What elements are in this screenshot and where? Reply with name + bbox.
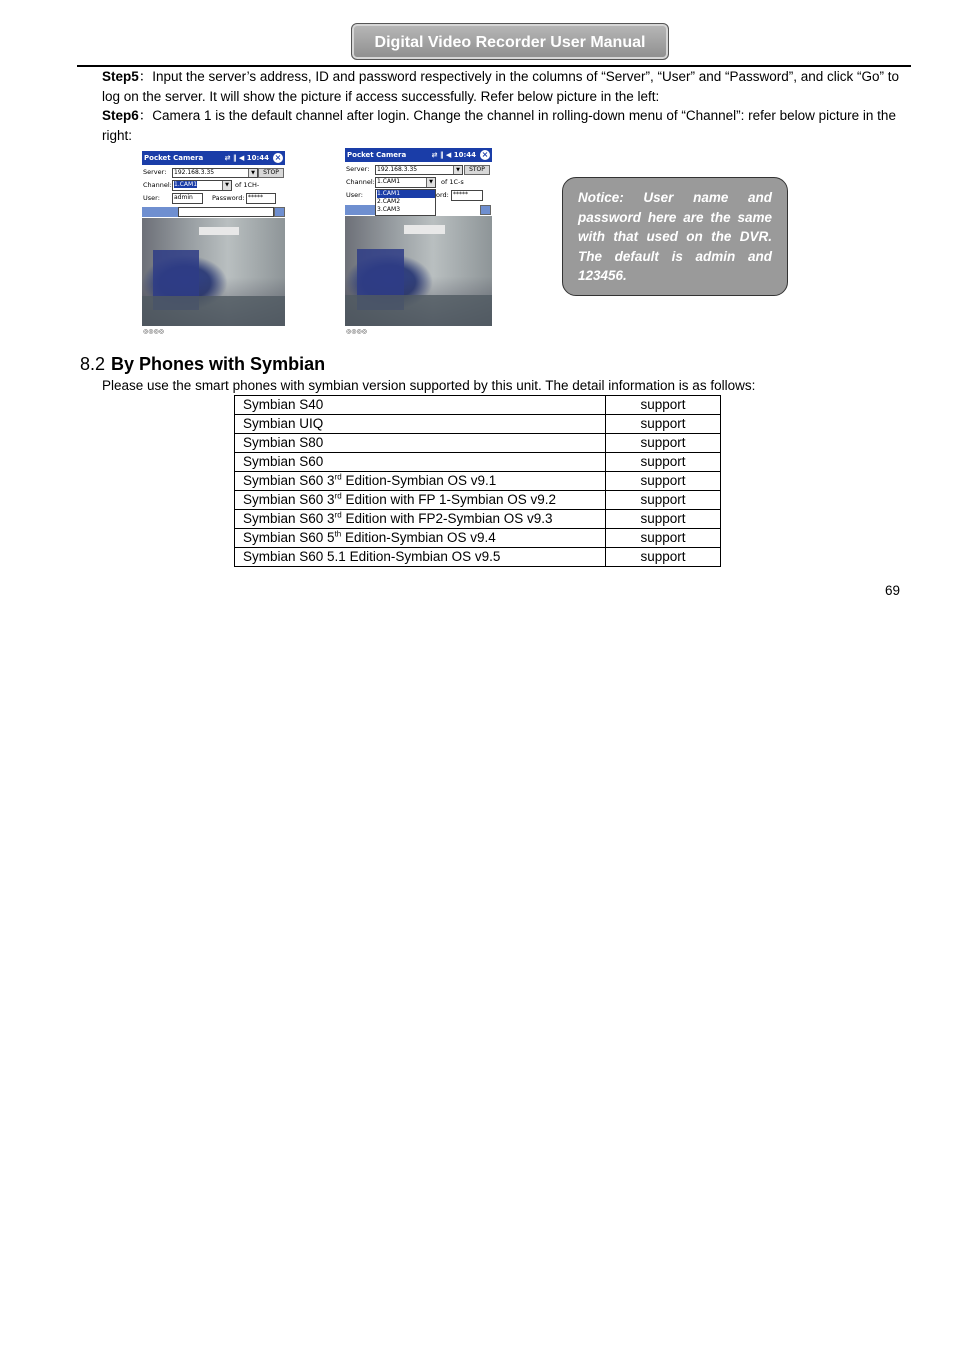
version-ordinal: rd bbox=[334, 510, 342, 520]
phone-title-bar bbox=[142, 151, 285, 165]
table-row bbox=[235, 415, 721, 434]
version-text: Symbian S60 3 bbox=[243, 511, 335, 526]
close-icon: × bbox=[274, 153, 282, 162]
symbian-support-table bbox=[234, 395, 721, 567]
symbian-version-cell bbox=[235, 453, 606, 472]
camera-video-image bbox=[142, 218, 285, 326]
channel-label: Channel: bbox=[143, 181, 172, 189]
nav-bar bbox=[178, 207, 274, 217]
server-label: Server: bbox=[143, 168, 167, 176]
step6-text: Camera 1 is the default channel after login. Change the channel in rolling-down menu of “Channel”: refer below picture in the right: bbox=[102, 108, 896, 143]
phone-tray-icons: ⇄ ‖ ◀ 10:44 bbox=[224, 154, 269, 162]
page-number: 69 bbox=[885, 583, 901, 598]
version-text: Symbian S60 5.1 Edition-Symbian OS v9.5 bbox=[243, 549, 501, 564]
fullscreen-icon bbox=[480, 205, 491, 215]
password-label: ord: bbox=[436, 191, 449, 199]
channel-value: 1.CAM1 bbox=[174, 181, 198, 188]
status-icons: ◎◎◎◎ bbox=[143, 328, 164, 335]
phone-title: Pocket Camera bbox=[347, 151, 407, 159]
nav-arrows-icon bbox=[142, 207, 178, 217]
version-text: Symbian UIQ bbox=[243, 416, 324, 431]
status-icons: ◎◎◎◎ bbox=[346, 328, 367, 335]
step5-paragraph bbox=[102, 67, 910, 106]
table-row bbox=[235, 472, 721, 491]
phone-title-bar bbox=[345, 148, 492, 162]
nav-arrows-icon bbox=[345, 205, 375, 215]
channel-select bbox=[375, 177, 436, 188]
version-text-suffix: Edition-Symbian OS v9.4 bbox=[341, 530, 496, 545]
support-status-cell: support bbox=[606, 510, 721, 529]
close-icon: × bbox=[481, 150, 489, 159]
phone-screenshot-login bbox=[142, 151, 285, 341]
channel-select bbox=[172, 180, 232, 191]
table-row bbox=[235, 491, 721, 510]
chevron-down-icon: ▼ bbox=[222, 181, 231, 190]
step5-text: Input the server’s address, ID and password respectively in the columns of “Server”, “User” and “Password”, and click “Go” to log on the server. It will show the picture if access successfully. Refer below picture in the left: bbox=[102, 69, 900, 104]
symbian-version-cell bbox=[235, 491, 606, 510]
version-text: Symbian S80 bbox=[243, 435, 324, 450]
camera-video-image bbox=[345, 216, 492, 326]
version-text: Symbian S60 3 bbox=[243, 492, 335, 507]
channel-count: of 1C-s bbox=[441, 178, 464, 186]
stop-button: STOP bbox=[464, 165, 490, 175]
support-status-cell: support bbox=[606, 434, 721, 453]
support-status-cell: support bbox=[606, 491, 721, 510]
symbian-version-cell bbox=[235, 472, 606, 491]
table-row bbox=[235, 529, 721, 548]
password-input: ***** bbox=[246, 193, 276, 204]
step6-label: Step6 bbox=[102, 108, 139, 123]
support-status-cell: support bbox=[606, 415, 721, 434]
version-text: Symbian S40 bbox=[243, 397, 324, 412]
section-number: 8.2 bbox=[80, 354, 106, 374]
symbian-version-cell bbox=[235, 415, 606, 434]
step5-label: Step5 bbox=[102, 69, 139, 84]
version-text-suffix: Edition with FP 1-Symbian OS v9.2 bbox=[341, 492, 557, 507]
server-value: 192.168.3.35 bbox=[377, 166, 418, 173]
dropdown-option: 3.CAM3 bbox=[377, 206, 401, 213]
step6-sep: ： bbox=[138, 108, 153, 123]
symbian-version-cell bbox=[235, 548, 606, 567]
table-row bbox=[235, 548, 721, 567]
table-row bbox=[235, 510, 721, 529]
manual-header-title: Digital Video Recorder User Manual bbox=[351, 23, 669, 60]
chevron-down-icon: ▼ bbox=[453, 166, 462, 174]
server-input bbox=[172, 168, 258, 178]
support-status-cell: support bbox=[606, 453, 721, 472]
notice-label: Notice bbox=[578, 190, 620, 205]
password-input: ***** bbox=[451, 190, 483, 201]
phone-tray-icons: ⇄ ‖ ◀ 10:44 bbox=[431, 151, 476, 159]
support-status-cell: support bbox=[606, 396, 721, 415]
support-status-cell: support bbox=[606, 548, 721, 567]
table-row bbox=[235, 434, 721, 453]
notice-text: : User name and password here are the same with that used on the DVR. The default is admin and 123456. bbox=[578, 190, 772, 283]
server-input bbox=[375, 165, 463, 175]
channel-count: of 1CH- bbox=[235, 181, 260, 189]
version-text: Symbian S60 3 bbox=[243, 473, 335, 488]
support-status-cell: support bbox=[606, 472, 721, 491]
version-text-suffix: Edition-Symbian OS v9.1 bbox=[341, 473, 497, 488]
notice-box bbox=[562, 177, 788, 296]
channel-label: Channel: bbox=[346, 178, 375, 186]
section-heading bbox=[80, 354, 325, 375]
server-label: Server: bbox=[346, 165, 370, 173]
symbian-version-cell bbox=[235, 510, 606, 529]
table-row bbox=[235, 396, 721, 415]
phone-screenshot-channel bbox=[345, 148, 492, 342]
version-ordinal: rd bbox=[334, 472, 342, 482]
version-text-suffix: Edition with FP2-Symbian OS v9.3 bbox=[341, 511, 553, 526]
user-input: admin bbox=[172, 193, 203, 204]
server-value: 192.168.3.35 bbox=[174, 169, 215, 176]
symbian-version-cell bbox=[235, 529, 606, 548]
symbian-version-cell bbox=[235, 396, 606, 415]
user-label: User: bbox=[143, 194, 160, 202]
version-ordinal: th bbox=[334, 529, 342, 539]
fullscreen-icon bbox=[274, 207, 285, 217]
support-status-cell: support bbox=[606, 529, 721, 548]
user-label: User: bbox=[346, 191, 363, 199]
stop-button: STOP bbox=[258, 168, 284, 178]
channel-value: 1.CAM1 bbox=[377, 178, 401, 185]
chevron-down-icon: ▼ bbox=[248, 169, 257, 177]
intro-paragraph: Please use the smart phones with symbian version supported by this unit. The detail information is as follows: bbox=[102, 378, 756, 393]
channel-dropdown-list bbox=[375, 189, 436, 216]
version-text: Symbian S60 bbox=[243, 454, 324, 469]
version-ordinal: rd bbox=[334, 491, 342, 501]
step5-sep: ： bbox=[138, 69, 153, 84]
symbian-version-cell bbox=[235, 434, 606, 453]
step6-paragraph bbox=[102, 106, 910, 145]
chevron-down-icon: ▼ bbox=[426, 178, 435, 187]
dropdown-option: 1.CAM1 bbox=[377, 190, 435, 198]
phone-title: Pocket Camera bbox=[144, 154, 204, 162]
version-text: Symbian S60 5 bbox=[243, 530, 335, 545]
password-label: Password: bbox=[212, 194, 245, 202]
symbian-support-table-body bbox=[235, 396, 721, 567]
section-title: By Phones with Symbian bbox=[111, 354, 326, 374]
dropdown-option: 2.CAM2 bbox=[377, 198, 401, 205]
table-row bbox=[235, 453, 721, 472]
